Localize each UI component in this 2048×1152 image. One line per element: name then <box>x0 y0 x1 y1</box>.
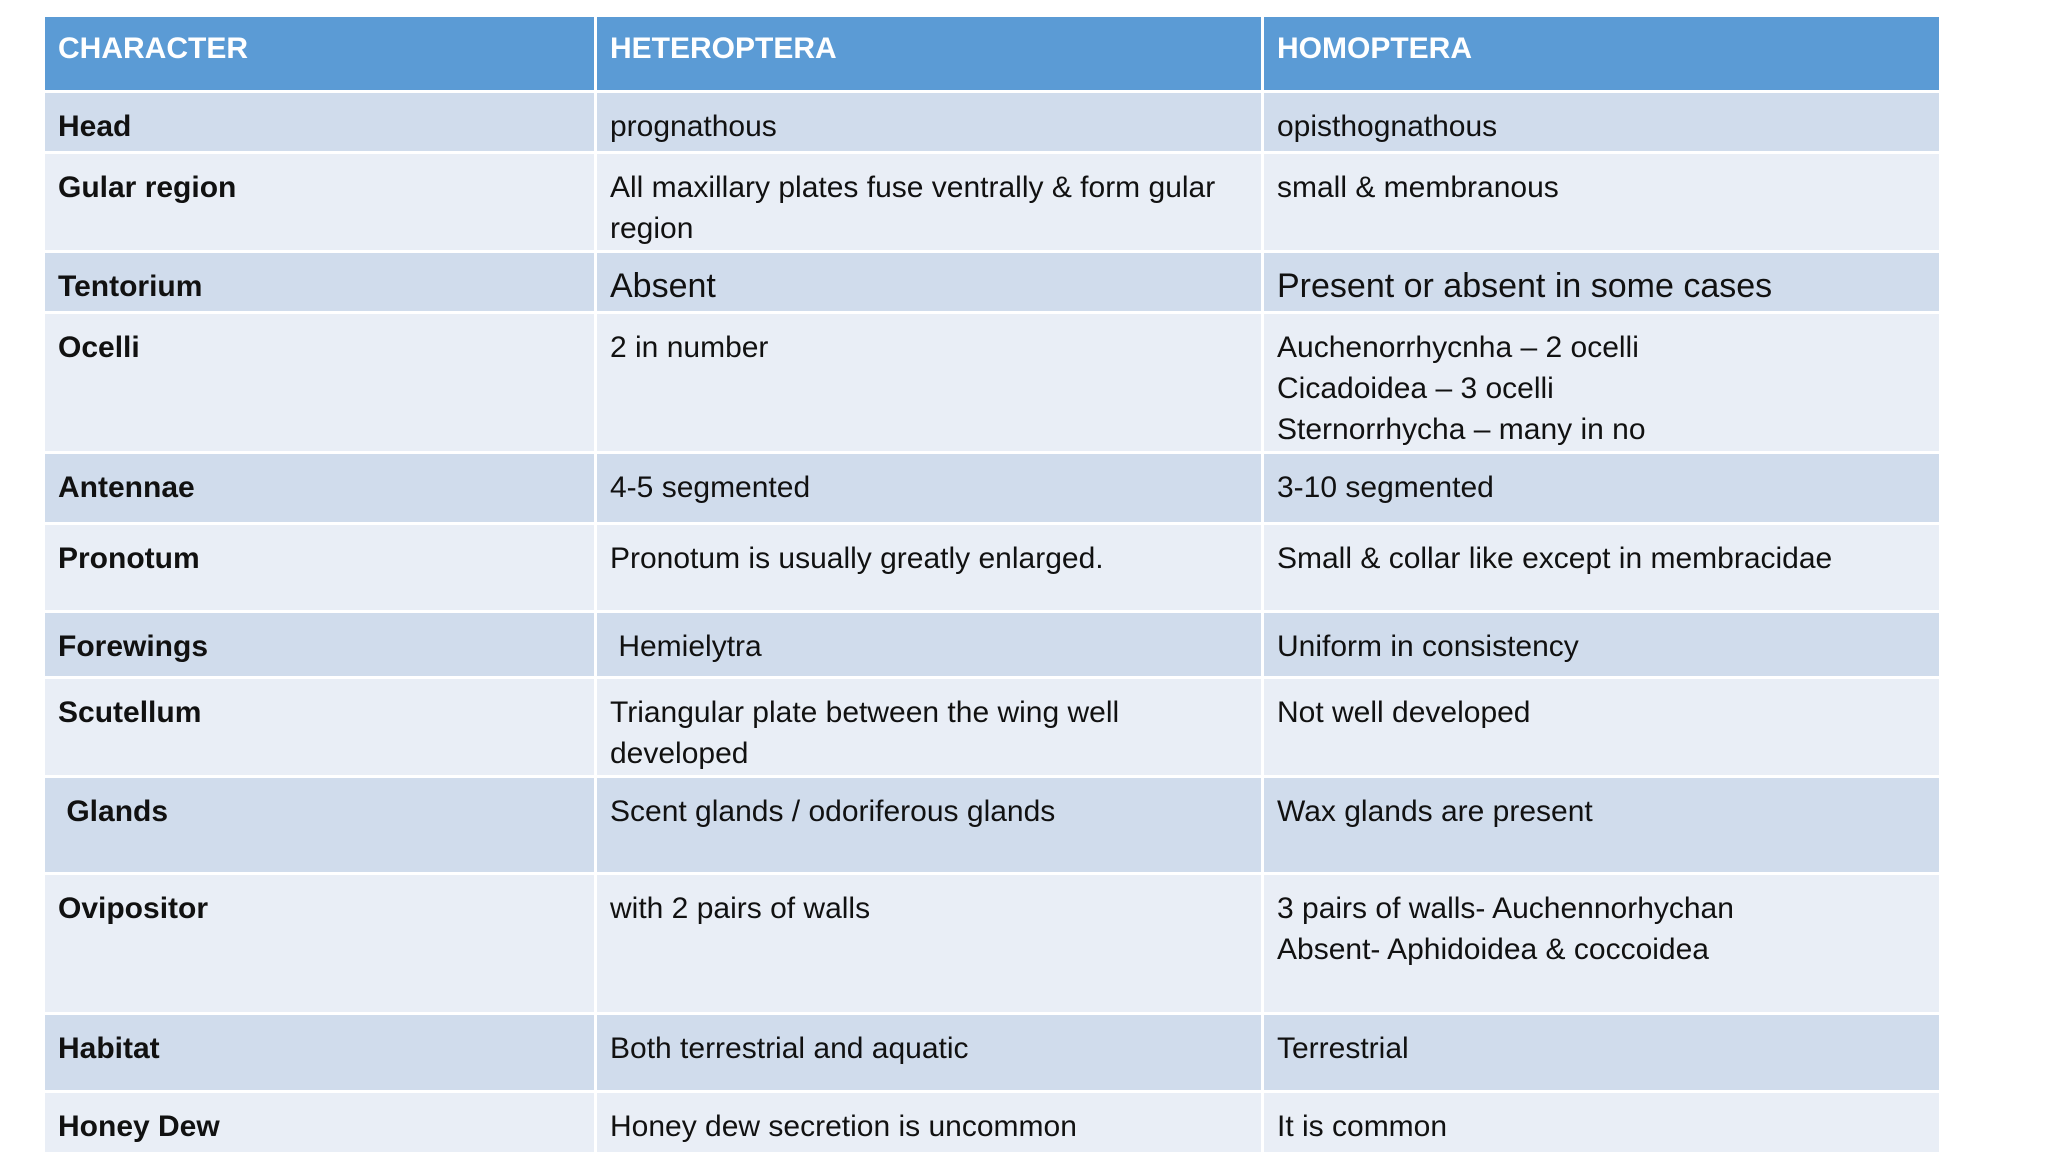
heteroptera-cell <box>596 874 1263 1014</box>
header-row <box>44 16 1941 92</box>
character-cell: Honey Dew <box>44 1092 596 1152</box>
cell-line: Uniform in consistency <box>1277 630 1579 663</box>
cell-line: Auchenorrhycnha – 2 ocelli <box>1277 331 1639 364</box>
cell-line: with 2 pairs of walls <box>610 892 871 925</box>
character-cell: Tentorium <box>44 252 596 313</box>
heteroptera-cell <box>596 678 1263 777</box>
cell-line: Not well developed <box>1277 696 1531 729</box>
header-heteroptera: HETEROPTERA <box>596 16 1263 92</box>
character-cell: Pronotum <box>44 524 596 612</box>
character-cell: Ovipositor <box>44 874 596 1014</box>
homoptera-cell <box>1263 1014 1941 1092</box>
heteroptera-cell <box>596 313 1263 453</box>
cell-line: Terrestrial <box>1277 1032 1409 1065</box>
heteroptera-cell <box>596 777 1263 874</box>
comparison-table <box>42 14 1942 1152</box>
homoptera-cell <box>1263 777 1941 874</box>
character-cell: Head <box>44 92 596 153</box>
heteroptera-cell <box>596 1092 1263 1152</box>
cell-line: 3-10 segmented <box>1277 471 1494 504</box>
cell-line: Absent- Aphidoidea & coccoidea <box>1277 933 1709 966</box>
homoptera-cell <box>1263 678 1941 777</box>
cell-line: Small & collar like except in membracidae <box>1277 542 1833 575</box>
cell-line: Triangular plate between the wing well developed <box>610 696 1120 770</box>
table-row <box>44 612 1941 678</box>
cell-line: prognathous <box>610 110 777 143</box>
character-cell: Antennae <box>44 453 596 524</box>
heteroptera-cell <box>596 153 1263 252</box>
character-cell: Glands <box>44 777 596 874</box>
cell-line: Hemielytra <box>610 630 762 663</box>
heteroptera-cell <box>596 524 1263 612</box>
cell-line: Sternorrhycha – many in no <box>1277 413 1646 446</box>
table-row <box>44 153 1941 252</box>
heteroptera-cell <box>596 252 1263 313</box>
cell-line: 4-5 segmented <box>610 471 811 504</box>
character-cell: Forewings <box>44 612 596 678</box>
table-row <box>44 453 1941 524</box>
character-cell: Ocelli <box>44 313 596 453</box>
cell-line: Both terrestrial and aquatic <box>610 1032 969 1065</box>
character-cell: Habitat <box>44 1014 596 1092</box>
homoptera-cell <box>1263 153 1941 252</box>
cell-line: Honey dew secretion is uncommon <box>610 1110 1077 1143</box>
cell-line: Present or absent in some cases <box>1277 267 1773 305</box>
table-row <box>44 1014 1941 1092</box>
homoptera-cell <box>1263 453 1941 524</box>
table-row <box>44 524 1941 612</box>
cell-line: Cicadoidea – 3 ocelli <box>1277 372 1554 405</box>
table-row <box>44 92 1941 153</box>
cell-line: Absent <box>610 267 716 305</box>
table-row <box>44 313 1941 453</box>
heteroptera-cell <box>596 1014 1263 1092</box>
header-homoptera: HOMOPTERA <box>1263 16 1941 92</box>
table-row <box>44 874 1941 1014</box>
homoptera-cell <box>1263 612 1941 678</box>
homoptera-cell <box>1263 252 1941 313</box>
heteroptera-cell <box>596 453 1263 524</box>
cell-line: It is common <box>1277 1110 1448 1143</box>
cell-line: 3 pairs of walls- Auchennorhychan <box>1277 892 1734 925</box>
table-row <box>44 777 1941 874</box>
header-character: CHARACTER <box>44 16 596 92</box>
homoptera-cell <box>1263 524 1941 612</box>
table-row <box>44 1092 1941 1152</box>
heteroptera-cell <box>596 92 1263 153</box>
character-cell: Gular region <box>44 153 596 252</box>
cell-line: Pronotum is usually greatly enlarged. <box>610 542 1104 575</box>
heteroptera-cell <box>596 612 1263 678</box>
table-row <box>44 252 1941 313</box>
table-row <box>44 678 1941 777</box>
character-cell: Scutellum <box>44 678 596 777</box>
cell-line: small & membranous <box>1277 171 1559 204</box>
homoptera-cell <box>1263 874 1941 1014</box>
cell-line: opisthognathous <box>1277 110 1498 143</box>
cell-line: 2 in number <box>610 331 769 364</box>
cell-line: Wax glands are present <box>1277 795 1593 828</box>
homoptera-cell <box>1263 92 1941 153</box>
homoptera-cell <box>1263 313 1941 453</box>
homoptera-cell <box>1263 1092 1941 1152</box>
cell-line: Scent glands / odoriferous glands <box>610 795 1056 828</box>
cell-line: All maxillary plates fuse ventrally & form gular region <box>610 171 1216 245</box>
